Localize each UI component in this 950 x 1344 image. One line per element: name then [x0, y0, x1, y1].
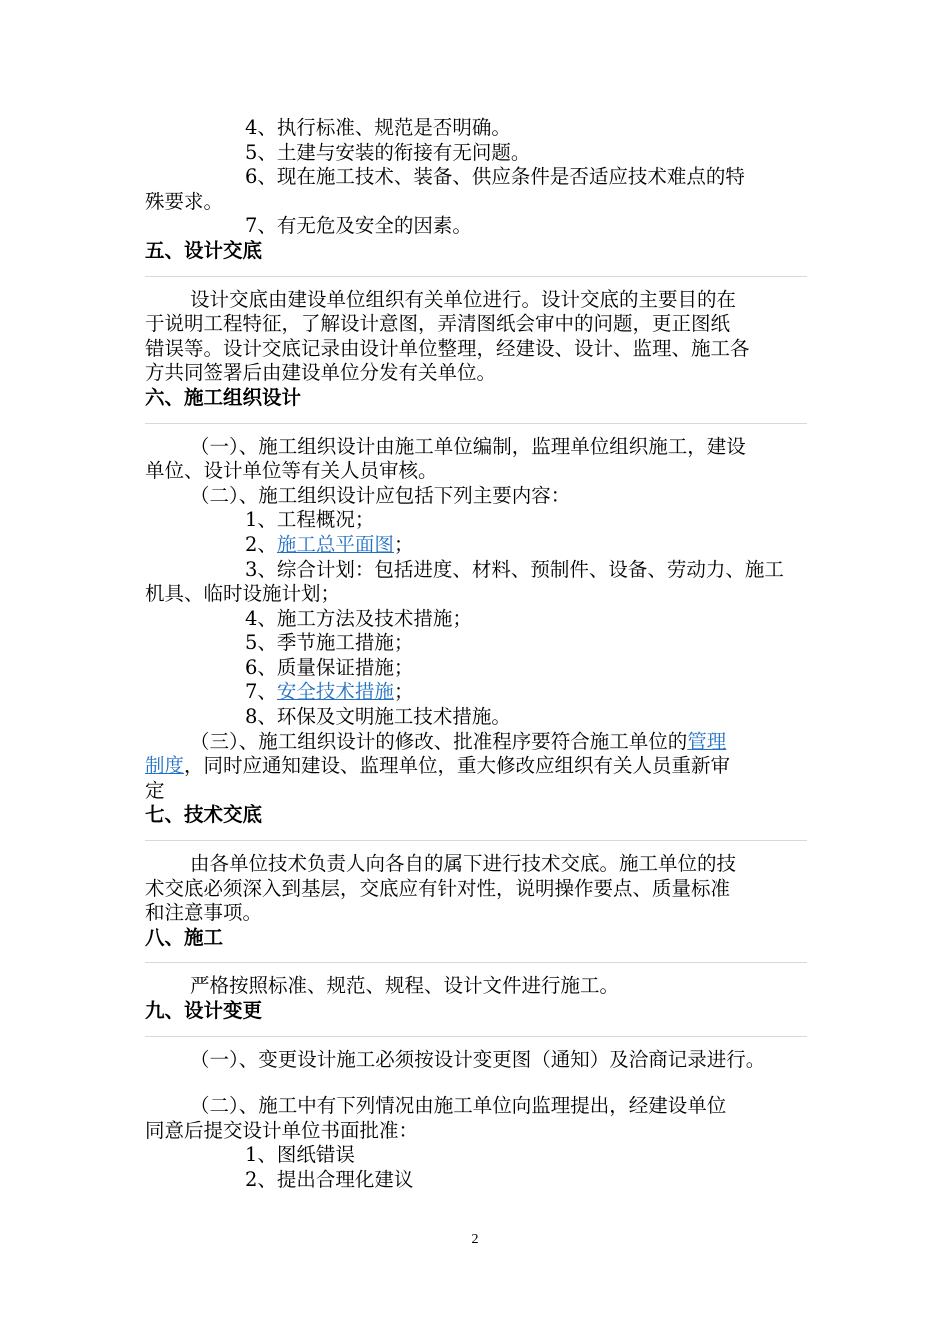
management-system-link[interactable]: 制度: [145, 754, 185, 778]
list-item: 1、工程概况；: [245, 508, 375, 532]
list-item: 1、图纸错误: [245, 1143, 355, 1167]
list-item: 5、季节施工措施；: [245, 631, 414, 655]
paragraph-line: 和注意事项。: [145, 901, 263, 925]
paragraph-line: 单位、设计单位等有关人员审核。: [145, 459, 438, 483]
divider: [145, 840, 807, 841]
divider: [145, 1036, 807, 1037]
section-heading-5: 五、设计交底: [145, 238, 263, 262]
list-item: 2、提出合理化建议: [245, 1167, 414, 1191]
paragraph-line: （一）、变更设计施工必须按设计变更图（通知）及洽商记录进行。: [190, 1047, 766, 1071]
list-item-continuation: 殊要求。: [145, 189, 224, 213]
section-heading-6: 六、施工组织设计: [145, 385, 302, 409]
divider: [145, 962, 807, 963]
paragraph-line: 定: [145, 778, 165, 802]
list-number: 2、: [245, 532, 277, 556]
list-item: 5、土建与安装的衔接有无问题。: [245, 140, 531, 164]
list-item: 7、有无危及安全的因素。: [245, 214, 472, 238]
safety-measures-link[interactable]: 安全技术措施: [276, 680, 394, 704]
list-item: 6、质量保证措施；: [245, 655, 414, 679]
paragraph-line: 严格按照标准、规范、规程、设计文件进行施工。: [190, 974, 620, 998]
spacer: [145, 1072, 807, 1094]
section-heading-8: 八、施工: [145, 925, 224, 949]
punctuation: ；: [393, 532, 414, 556]
paragraph-line: 方共同签署后由建设单位分发有关单位。: [145, 361, 497, 385]
document-body: [145, 116, 807, 1193]
paragraph-line: [145, 754, 807, 779]
list-item: 4、施工方法及技术措施；: [245, 606, 472, 630]
paragraph-line: 错误等。设计交底记录由设计单位整理，经建设、设计、监理、施工各: [145, 336, 750, 360]
list-item: [145, 533, 807, 558]
paragraph-line: 术交底必须深入到基层，交底应有针对性，说明操作要点、质量标准: [145, 876, 731, 900]
paragraph-line: 设计交底由建设单位组织有关单位进行。设计交底的主要目的在: [190, 287, 737, 311]
paragraph-line: （二）、施工中有下列情况由施工单位向监理提出，经建设单位: [190, 1094, 727, 1118]
paragraph-line: 同意后提交设计单位书面批准：: [145, 1118, 419, 1142]
list-item-continuation: 机具、临时设施计划；: [145, 582, 341, 606]
paragraph-line: （一）、施工组织设计由施工单位编制，监理单位组织施工，建设: [190, 434, 746, 458]
list-item: 8、环保及文明施工技术措施。: [245, 705, 511, 729]
list-number: 7、: [245, 680, 277, 704]
site-plan-link[interactable]: 施工总平面图: [276, 532, 394, 556]
paragraph-line: [145, 730, 807, 755]
list-item: 4、执行标准、规范是否明确。: [245, 116, 511, 139]
divider: [145, 276, 807, 277]
list-item: 6、现在施工技术、装备、供应条件是否适应技术难点的特: [245, 165, 745, 189]
section-heading-9: 九、设计变更: [145, 999, 263, 1022]
paragraph-text: （三）、施工组织设计的修改、批准程序要符合施工单位的: [190, 729, 688, 753]
management-system-link[interactable]: 管理: [687, 729, 727, 753]
paragraph-line: （二）、施工组织设计应包括下列主要内容：: [190, 483, 571, 507]
section-heading-7: 七、技术交底: [145, 803, 263, 827]
paragraph-line: 于说明工程特征，了解设计意图，弄清图纸会审中的问题，更正图纸: [145, 312, 731, 336]
punctuation: ；: [393, 680, 414, 704]
page-number: 2: [471, 1232, 479, 1247]
list-item: 3、综合计划：包括进度、材料、预制件、设备、劳动力、施工: [245, 557, 784, 581]
paragraph-line: 由各单位技术负责人向各自的属下进行技术交底。施工单位的技: [190, 852, 737, 876]
list-item: [145, 680, 807, 705]
paragraph-text: ，同时应通知建设、监理单位，重大修改应组织有关人员重新审: [184, 754, 731, 778]
divider: [145, 423, 807, 424]
